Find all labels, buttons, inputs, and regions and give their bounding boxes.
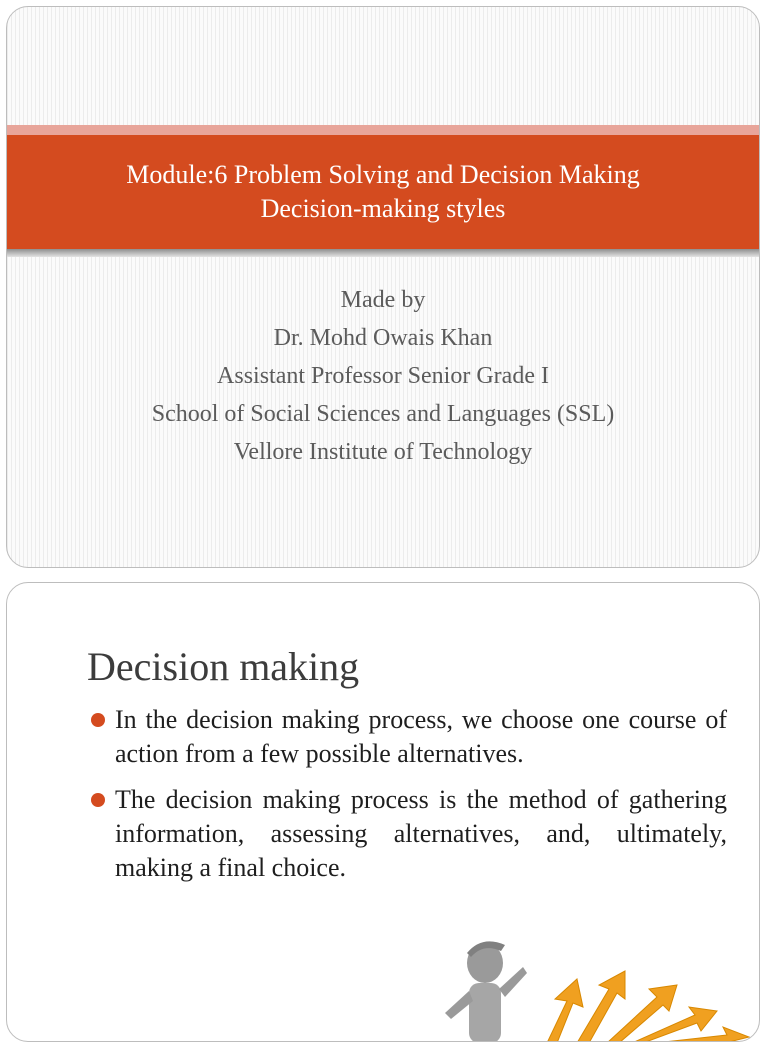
title-band [7,125,759,257]
bullet-dot-icon [91,793,105,807]
decision-illustration [427,931,757,1042]
title-slide [6,6,760,568]
slide-title [7,135,759,249]
slide-subtitle [7,281,759,471]
bullet-text: The decision making process is the method of gathering information, assessing alternatives, and, ultimately, making a final choice. [115,785,727,882]
title-line-1: Module:6 Problem Solving and Decision Making [126,160,640,189]
subtitle-author: Dr. Mohd Owais Khan [273,325,493,351]
bullet-item [91,703,727,771]
bullet-dot-icon [91,713,105,727]
subtitle-designation: Assistant Professor Senior Grade I [217,363,549,389]
arrows-icon [547,971,749,1042]
subtitle-school: School of Social Sciences and Languages (SSL) [151,401,615,427]
bullet-text: In the decision making process, we choose one course of action from a few possible alternatives. [115,705,727,768]
content-slide [6,582,760,1042]
bullet-item [91,783,727,885]
subtitle-institute: Vellore Institute of Technology [233,439,533,465]
band-highlight [7,125,759,135]
band-shadow [7,249,759,257]
person-looking-icon [445,941,527,1042]
title-line-2: Decision-making styles [260,194,506,223]
bullet-list [91,703,727,897]
subtitle-made-by: Made by [340,287,426,313]
slide-heading: Decision making [87,644,360,689]
